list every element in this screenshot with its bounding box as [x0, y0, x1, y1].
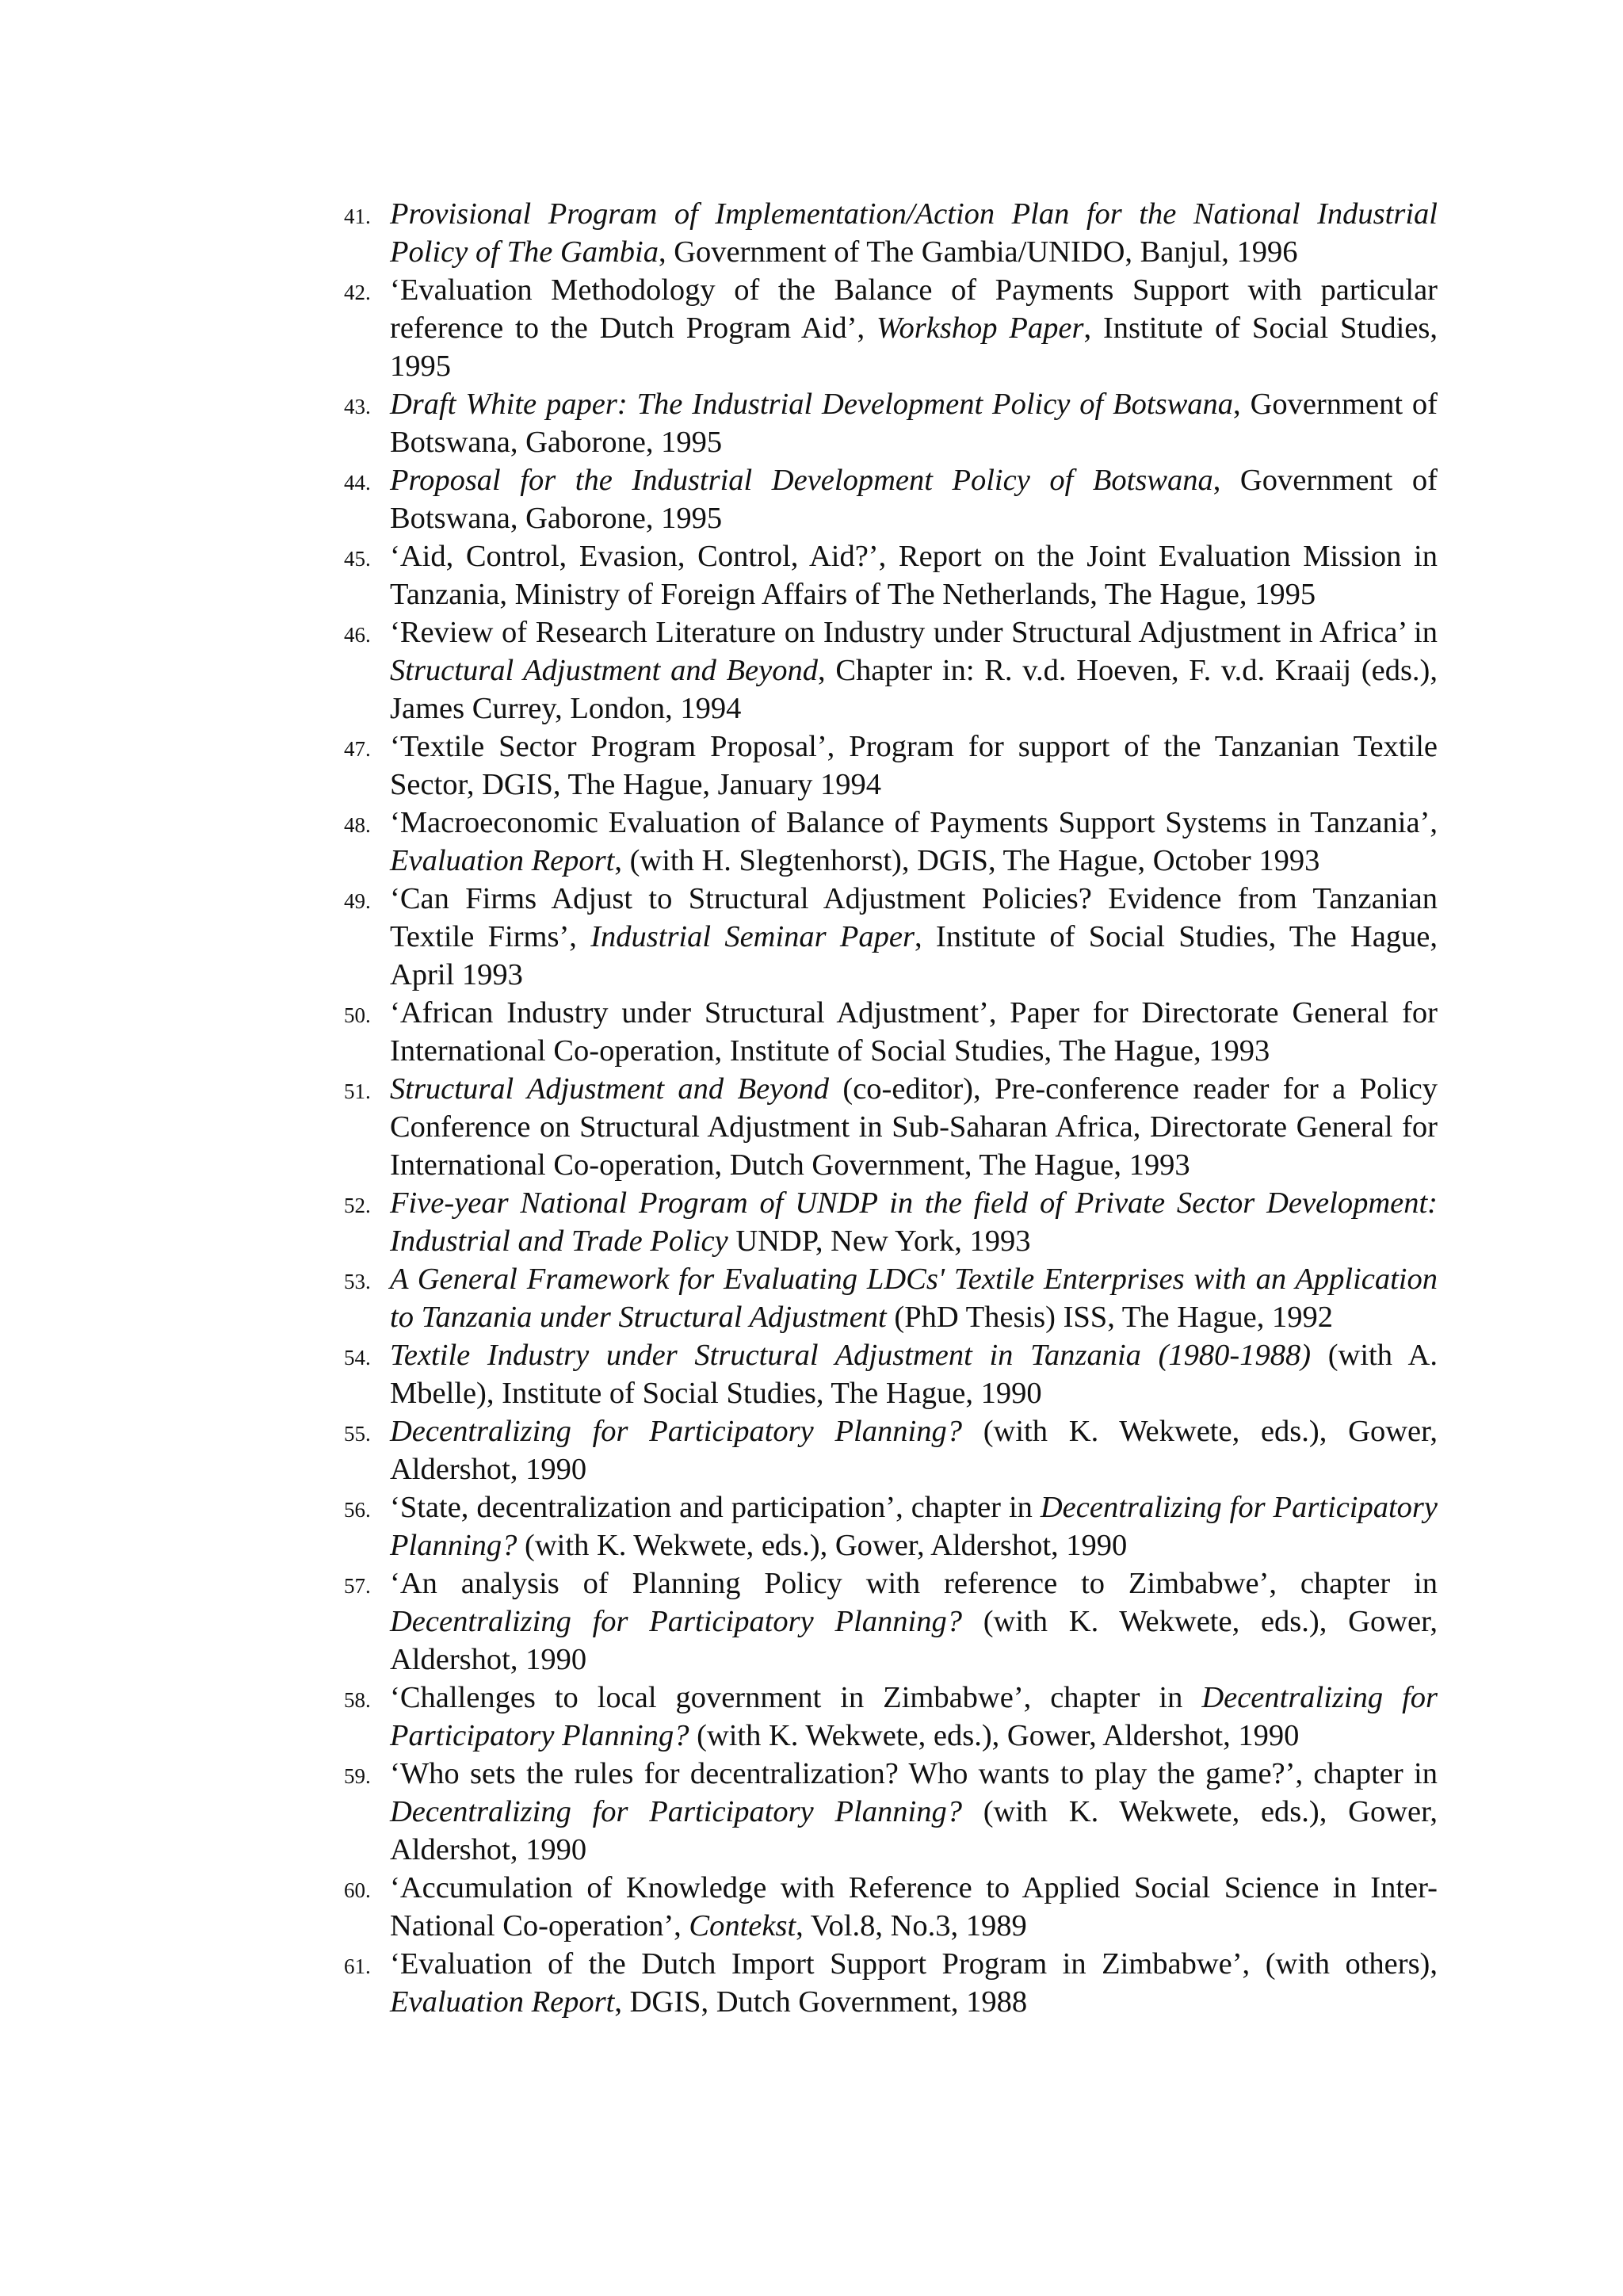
reference-title: Workshop Paper: [876, 311, 1084, 345]
reference-segment: ‘Review of Research Literature on Industry under Structural Adjustment in Africa’ in: [390, 616, 1438, 649]
reference-text: [390, 1339, 1438, 1410]
reference-segment: ‘Accumulation of Knowledge with Reference to Applied Social Science in Inter-National Co-operation’,: [390, 1871, 1438, 1943]
reference-text: [390, 806, 1438, 877]
reference-number: 41.: [344, 204, 371, 228]
reference-segment: (with K. Wekwete, eds.), Gower, Aldershot, 1990: [390, 1605, 1438, 1676]
reference-number: 50.: [344, 1003, 371, 1027]
reference-segment: (PhD Thesis) ISS, The Hague, 1992: [886, 1301, 1333, 1334]
reference-segment: , (with H. Slegtenhorst), DGIS, The Hague, October 1993: [614, 844, 1320, 877]
reference-text: [390, 540, 1438, 611]
reference-title: Industrial Seminar Paper: [590, 920, 915, 953]
reference-title: Five-year National Program of UNDP in the field of Private Sector Development: Industrial and Trade Policy: [390, 1186, 1438, 1258]
reference-item: [333, 613, 1438, 728]
reference-text: [390, 1186, 1438, 1258]
reference-text: [390, 197, 1438, 269]
reference-segment: (with K. Wekwete, eds.), Gower, Aldershot, 1990: [390, 1415, 1438, 1486]
reference-segment: , DGIS, Dutch Government, 1988: [614, 1985, 1028, 2019]
reference-text: [390, 1567, 1438, 1676]
reference-title: Decentralizing for Participatory Planning?: [390, 1415, 962, 1448]
reference-text: [390, 882, 1438, 991]
reference-segment: UNDP, New York, 1993: [727, 1224, 1031, 1258]
reference-text: [390, 1263, 1438, 1334]
reference-title: Decentralizing for Participatory Planning?: [390, 1605, 962, 1638]
reference-text: [390, 1871, 1438, 1943]
reference-segment: (with K. Wekwete, eds.), Gower, Aldershot, 1990: [689, 1719, 1300, 1752]
reference-title: Structural Adjustment and Beyond: [390, 1072, 830, 1106]
reference-item: [333, 880, 1438, 994]
reference-number: 58.: [344, 1688, 371, 1712]
reference-text: [390, 1491, 1438, 1562]
reference-number: 46.: [344, 623, 371, 647]
reference-item: [333, 1184, 1438, 1260]
reference-number: 56.: [344, 1498, 371, 1522]
reference-number: 61.: [344, 1954, 371, 1978]
reference-title: Structural Adjustment and Beyond: [390, 654, 818, 687]
reference-item: [333, 1869, 1438, 1945]
reference-text: [390, 388, 1438, 459]
reference-title: Contekst: [689, 1909, 796, 1943]
reference-segment: ‘An analysis of Planning Policy with reference to Zimbabwe’, chapter in: [390, 1567, 1438, 1600]
reference-segment: ‘African Industry under Structural Adjustment’, Paper for Directorate General for International Co-operation, Institute of Social Studies, The Hague, 1993: [390, 996, 1438, 1068]
reference-text: [390, 1072, 1438, 1182]
reference-number: 55.: [344, 1422, 371, 1446]
reference-item: [333, 1336, 1438, 1412]
reference-text: [390, 1681, 1438, 1752]
reference-number: 59.: [344, 1764, 371, 1788]
reference-item: [333, 1755, 1438, 1869]
reference-item: [333, 804, 1438, 880]
reference-segment: , Chapter in: R. v.d. Hoeven, F. v.d. Kraaij (eds.), James Currey, London, 1994: [390, 654, 1438, 725]
reference-text: [390, 1757, 1438, 1866]
reference-segment: ‘Can Firms Adjust to Structural Adjustment Policies? Evidence from Tanzanian Textile Firms’,: [390, 882, 1438, 953]
reference-title: A General Framework for Evaluating LDCs' Textile Enterprises with an Application to Tanzania under Structural Adjustment: [390, 1263, 1438, 1334]
reference-number: 44.: [344, 471, 371, 495]
reference-item: [333, 1488, 1438, 1564]
reference-title: Decentralizing for Participatory Planning?: [390, 1491, 1438, 1562]
reference-segment: ‘State, decentralization and participation’, chapter in: [390, 1491, 1041, 1524]
reference-segment: ‘Aid, Control, Evasion, Control, Aid?’, Report on the Joint Evaluation Mission in Tanzania, Ministry of Foreign Affairs of The Netherlands, The Hague, 1995: [390, 540, 1438, 611]
reference-title: Decentralizing for Participatory Planning?: [390, 1795, 962, 1828]
reference-item: [333, 994, 1438, 1070]
reference-title: Proposal for the Industrial Development Policy of Botswana: [390, 464, 1213, 497]
reference-item: [333, 1070, 1438, 1184]
reference-number: 51.: [344, 1079, 371, 1103]
reference-number: 54.: [344, 1346, 371, 1370]
reference-segment: ‘Evaluation of the Dutch Import Support Program in Zimbabwe’, (with others),: [390, 1947, 1438, 1981]
reference-segment: , Government of Botswana, Gaborone, 1995: [390, 464, 1438, 535]
reference-number: 43.: [344, 395, 371, 418]
reference-segment: (with K. Wekwete, eds.), Gower, Aldershot, 1990: [390, 1795, 1438, 1866]
reference-text: [390, 464, 1438, 535]
reference-title: Textile Industry under Structural Adjustment in Tanzania (1980-1988): [390, 1339, 1312, 1372]
reference-item: [333, 195, 1438, 271]
reference-item: [333, 1679, 1438, 1755]
reference-number: 42.: [344, 281, 371, 304]
reference-number: 45.: [344, 547, 371, 571]
reference-number: 47.: [344, 737, 371, 761]
reference-text: [390, 1947, 1438, 2019]
reference-title: Decentralizing for Participatory Planning?: [390, 1681, 1438, 1752]
reference-segment: (with K. Wekwete, eds.), Gower, Aldershot, 1990: [517, 1529, 1128, 1562]
reference-segment: ‘Textile Sector Program Proposal’, Program for support of the Tanzanian Textile Sector, DGIS, The Hague, January 1994: [390, 730, 1438, 801]
reference-text: [390, 273, 1438, 383]
reference-segment: ‘Who sets the rules for decentralization? Who wants to play the game?’, chapter in: [390, 1757, 1438, 1790]
reference-number: 53.: [344, 1270, 371, 1293]
reference-segment: , Institute of Social Studies, 1995: [390, 311, 1438, 383]
reference-text: [390, 616, 1438, 725]
reference-segment: , Government of The Gambia/UNIDO, Banjul, 1996: [658, 235, 1298, 269]
reference-number: 57.: [344, 1574, 371, 1598]
reference-title: Draft White paper: The Industrial Development Policy of Botswana: [390, 388, 1234, 421]
reference-title: Evaluation Report: [390, 844, 615, 877]
reference-number: 48.: [344, 813, 371, 837]
reference-segment: ‘Challenges to local government in Zimbabwe’, chapter in: [390, 1681, 1202, 1714]
reference-item: [333, 385, 1438, 461]
reference-segment: ‘Evaluation Methodology of the Balance of Payments Support with particular reference to the Dutch Program Aid’,: [390, 273, 1438, 345]
reference-title: Provisional Program of Implementation/Action Plan for the National Industrial Policy of The Gambia: [390, 197, 1438, 269]
reference-list: [333, 195, 1438, 2021]
reference-item: [333, 1564, 1438, 1679]
reference-number: 52.: [344, 1194, 371, 1217]
reference-item: [333, 461, 1438, 537]
reference-segment: , Institute of Social Studies, The Hague, April 1993: [390, 920, 1438, 991]
reference-text: [390, 1415, 1438, 1486]
reference-number: 60.: [344, 1878, 371, 1902]
reference-segment: (with A. Mbelle), Institute of Social Studies, The Hague, 1990: [390, 1339, 1438, 1410]
reference-item: [333, 1260, 1438, 1336]
reference-item: [333, 271, 1438, 385]
reference-item: [333, 728, 1438, 804]
reference-segment: , Vol.8, No.3, 1989: [796, 1909, 1027, 1943]
reference-segment: , Government of Botswana, Gaborone, 1995: [390, 388, 1438, 459]
reference-segment: ‘Macroeconomic Evaluation of Balance of Payments Support Systems in Tanzania’,: [390, 806, 1438, 839]
reference-text: [390, 730, 1438, 801]
reference-item: [333, 1412, 1438, 1488]
reference-title: Evaluation Report: [390, 1985, 615, 2019]
reference-number: 49.: [344, 889, 371, 913]
reference-segment: (co-editor), Pre-conference reader for a Policy Conference on Structural Adjustment in Sub-Saharan Africa, Directorate General for International Co-operation, Dutch Government, The Hague, 1993: [390, 1072, 1438, 1182]
reference-item: [333, 1945, 1438, 2021]
reference-item: [333, 537, 1438, 613]
reference-text: [390, 996, 1438, 1068]
